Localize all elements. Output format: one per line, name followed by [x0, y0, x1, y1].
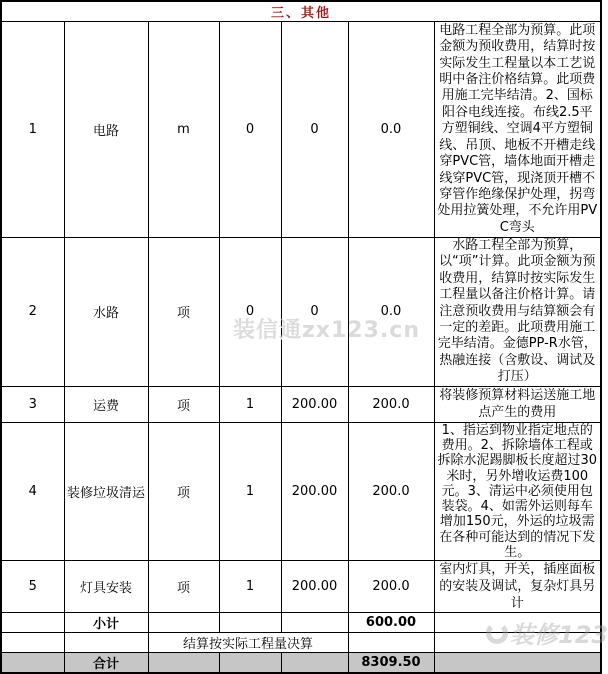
cell-qty: 1 [219, 561, 281, 613]
table-row [1, 561, 601, 613]
cell-qty: 1 [219, 422, 281, 561]
table-row [1, 22, 601, 238]
cell-remark: 水路工程全部为预算，以“项”计算。此项金额为预收费用，结算时按实际发生工程量以备注价格计算。请注意预收费用与结算额会有一定的差距。此项费用施工完毕结清。金德PP-R水管，热融连接（含敷设、调试及打压） [434, 238, 601, 387]
table-row [1, 238, 601, 387]
total-label: 合计 [64, 653, 148, 674]
settlement-note-row [1, 633, 601, 653]
cell-amount: 200.0 [348, 422, 434, 561]
cell-qty: 1 [219, 386, 281, 422]
settlement-note: 结算按实际工程量决算 [148, 633, 348, 653]
cell-empty [148, 613, 219, 633]
cell-empty [281, 653, 348, 674]
cell-no: 3 [1, 386, 64, 422]
cell-no: 4 [1, 422, 64, 561]
section-header-row [1, 1, 601, 22]
watermark-zx123: 装信通zx123.cn [233, 318, 420, 343]
cell-unit: 项 [148, 561, 219, 613]
table-row [1, 422, 601, 561]
cell-no: 1 [1, 22, 64, 238]
cell-empty [1, 653, 64, 674]
cell-price: 0 [281, 238, 348, 387]
subtotal-label: 小计 [64, 613, 148, 633]
cell-unit: 项 [148, 422, 219, 561]
cell-price: 200.00 [281, 561, 348, 613]
cell-price: 0 [281, 22, 348, 238]
cell-remark: 室内灯具，开关，插座面板的安装及调试，复杂灯具另计 [434, 561, 601, 613]
cell-empty [64, 633, 148, 653]
cell-empty [348, 633, 434, 653]
cell-amount: 200.0 [348, 561, 434, 613]
total-row [1, 653, 601, 674]
cell-unit: 项 [148, 238, 219, 387]
cell-empty [148, 653, 219, 674]
cell-remark: 1、指运到物业指定地点的费用。2、拆除墙体工程或拆除水泥踢脚板长度超过30米时，另外增收运费100元。3、清运中必须使用包装袋。4、如需外运则每车增加150元，外运的垃圾需在各种可能达到的情况下发生。 [434, 422, 601, 561]
cell-empty [434, 613, 601, 633]
cell-item: 装修垃圾清运 [64, 422, 148, 561]
cell-empty [219, 653, 281, 674]
cell-qty: 0 [219, 22, 281, 238]
cell-item: 灯具安装 [64, 561, 148, 613]
cell-price: 200.00 [281, 386, 348, 422]
section-title: 三、其他 [1, 1, 601, 22]
cell-empty [1, 613, 64, 633]
cell-qty: 0 [219, 238, 281, 387]
table-row [1, 386, 601, 422]
cell-amount: 200.0 [348, 386, 434, 422]
cell-item: 电路 [64, 22, 148, 238]
cell-no: 5 [1, 561, 64, 613]
cell-no: 2 [1, 238, 64, 387]
subtotal-value: 600.00 [348, 613, 434, 633]
cell-empty [219, 613, 281, 633]
total-value: 8309.50 [348, 653, 434, 674]
cell-empty [1, 633, 64, 653]
cell-empty [434, 633, 601, 653]
cell-price: 200.00 [281, 422, 348, 561]
cell-amount: 0.0 [348, 22, 434, 238]
subtotal-row [1, 613, 601, 633]
watermark-logo-text: 装修123 [510, 621, 608, 649]
cell-remark: 将装修预算材料运送施工地点产生的费用 [434, 386, 601, 422]
cell-item: 水路 [64, 238, 148, 387]
cell-remark: 电路工程全部为预算。此项金额为预收费用，结算时按实际发生工程量以本工艺说明中备注价格结算。此项费用施工完毕结清。2、国标阳谷电线连接。布线2.5平方塑铜线、空调4平方塑铜线、吊顶、地板不开槽走线穿PVC管，墙体地面开槽走线穿PVC管，现浇顶开槽不穿管作绝缘保护处理，拐弯处用拉簧处理，不允许用PVC弯头 [434, 22, 601, 238]
cell-empty [281, 613, 348, 633]
cell-unit: 项 [148, 386, 219, 422]
cell-amount: 0.0 [348, 238, 434, 387]
cell-unit: m [148, 22, 219, 238]
cell-item: 运费 [64, 386, 148, 422]
cell-empty [434, 653, 601, 674]
